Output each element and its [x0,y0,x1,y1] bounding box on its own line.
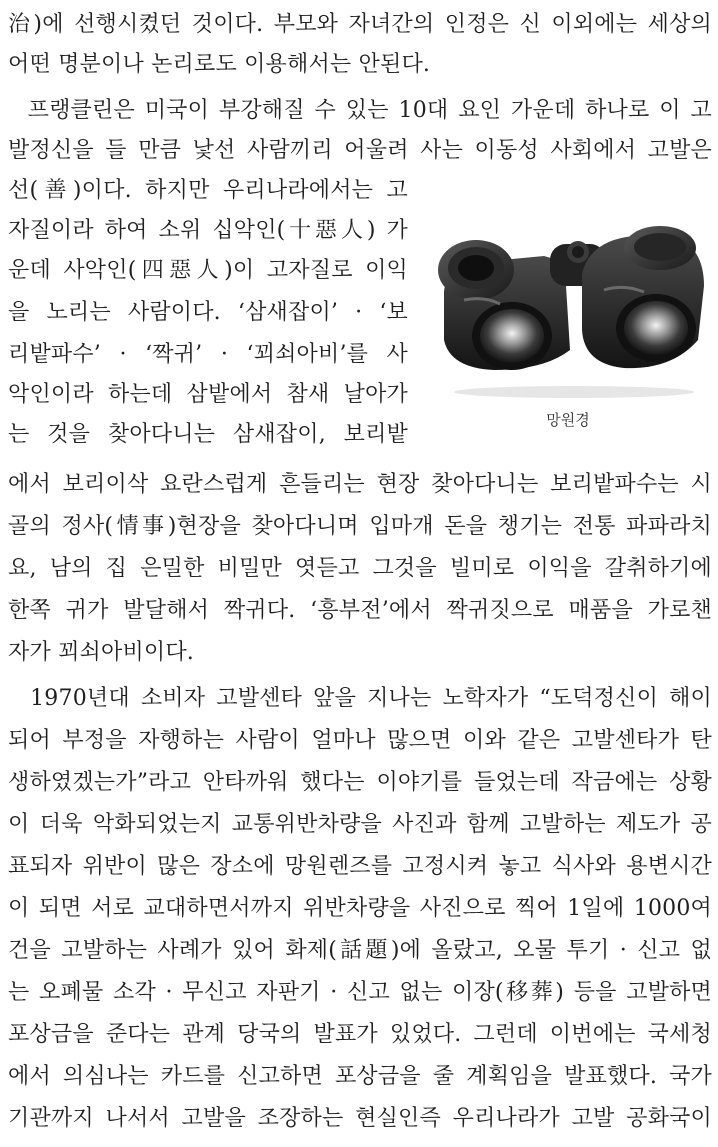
text-line: 治)에 선행시켰던 것이다. 부모와 자녀간의 인정은 신 이외에는 세상의 [8,12,712,37]
text-line: 어떤 명분이나 논리로도 이용해서는 안된다. [8,52,431,77]
text-line: 생하였겠는가”라고 안타까워 했다는 이야기를 들었는데 작금에는 상황 [8,770,712,795]
text-line: 골의 정사(情事)현장을 찾아다니며 입마개 돈을 챙기는 전통 파파라치 [8,514,712,539]
text-line: 한쪽 귀가 발달해서 짝귀다. ‘흥부전’에서 짝귀짓으로 매품을 가로챈 [8,598,712,623]
text-line: 에서 보리이삭 요란스럽게 흔들리는 현장 찾아다니는 보리밭파수는 시 [8,472,712,497]
text-line: 을 노리는 사람이다. ‘삼새잡이’ · ‘보 [8,300,408,325]
text-line: 이 되면 서로 교대하면서까지 위반차량을 사진으로 찍어 1일에 1000여 [8,896,712,921]
figure-caption: 망원경 [546,411,590,429]
text-line: 리밭파수’ · ‘짝귀’ · ‘꾀쇠아비’를 사 [8,342,408,367]
text-line: 포상금을 준다는 관계 당국의 발표가 있었다. 그런데 이번에는 국세청 [8,1022,712,1047]
text-line: 에서 의심나는 카드를 신고하면 포상금을 줄 계획임을 발표했다. 국가 [8,1064,712,1089]
text-line: 자질이라 하여 소위 십악인(十惡人) 가 [8,218,408,243]
text-line: 선(善)이다. 하지만 우리나라에서는 고 [8,178,408,203]
text-line: 기관까지 나서서 고발을 조장하는 현실인즉 우리나라가 고발 공화국이 [8,1106,712,1131]
text-line: 자가 꾀쇠아비이다. [8,640,195,665]
text-line: 는 것을 찾아다니는 삼새잡이, 보리밭 [8,422,408,447]
text-line: 이 더욱 악화되었는지 교통위반차량을 사진과 함께 고발하는 제도가 공 [8,812,712,837]
text-line: 프랭클린은 미국이 부강해질 수 있는 10대 요인 가운데 하나로 이 고 [8,98,712,123]
text-line: 건을 고발하는 사례가 있어 화제(話題)에 올랐고, 오물 투기 · 신고 없 [8,938,712,963]
text-line: 요, 남의 집 은밀한 비밀만 엿듣고 그것을 빌미로 이익을 갈취하기에 [8,556,712,581]
text-line: 악인이라 하는데 삼밭에서 참새 날아가 [8,382,408,407]
text-line: 되어 부정을 자행하는 사람이 얼마나 많으면 이와 같은 고발센타가 탄 [8,728,712,753]
binoculars-icon [424,200,712,400]
text-line: 는 오폐물 소각 · 무신고 자판기 · 신고 없는 이장(移葬) 등을 고발하면 [8,980,712,1005]
text-line: 1970년대 소비자 고발센타 앞을 지나는 노학자가 “도덕정신이 해이 [8,686,712,711]
text-line: 표되자 위반이 많은 장소에 망원렌즈를 고정시켜 놓고 식사와 용변시간 [8,854,712,879]
text-line: 발정신을 들 만큼 낯선 사람끼리 어울려 사는 이동성 사회에서 고발은 [8,138,712,163]
binoculars-figure [424,200,712,440]
text-line: 운데 사악인(四惡人)이 고자질로 이익 [8,258,408,283]
